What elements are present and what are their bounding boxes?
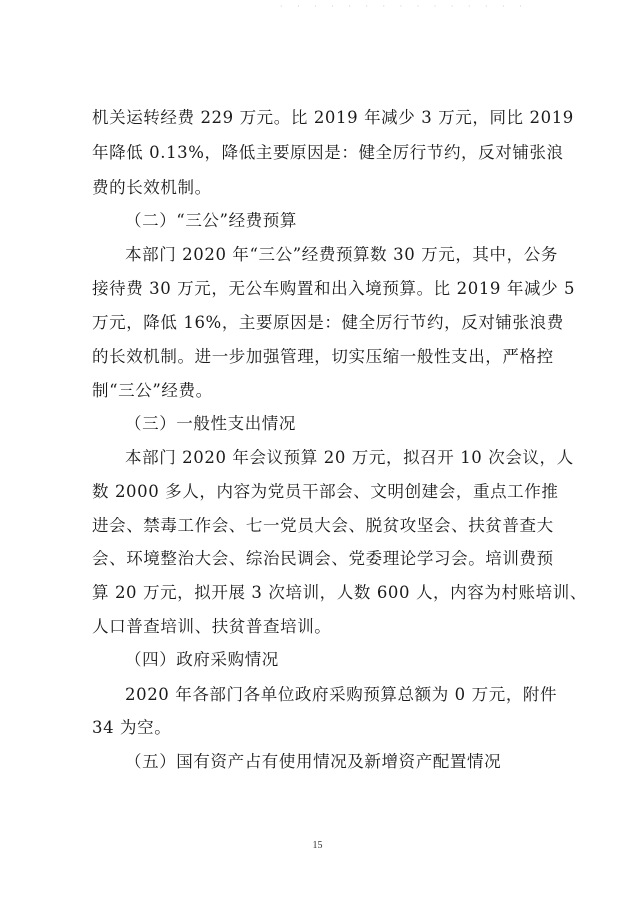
section-heading: （三）一般性支出情况 [125,414,296,433]
section-heading: （五）国有资产占有使用情况及新增资产配置情况 [125,752,502,771]
text-line: 本部门 2020 年会议预算 20 万元，拟召开 10 次会议，人 [125,448,574,467]
text-line: 机关运转经费 229 万元。比 2019 年减少 3 万元，同比 2019 [92,108,574,127]
text-line: 本部门 2020 年“三公”经费预算数 30 万元，其中，公务 [125,245,558,264]
text-line: 数 2000 多人，内容为党员干部会、文明创建会，重点工作推 [92,482,559,501]
text-line: 进会、禁毒工作会、七一党员大会、脱贫攻坚会、扶贫普查大 [92,516,554,535]
text-line: 接待费 30 万元，无公车购置和出入境预算。比 2019 年减少 5 [92,279,576,298]
text-line: 算 20 万元，拟开展 3 次培训，人数 600 人，内容为村账培训、 [92,583,587,602]
text-line: 人口普查培训、扶贫普查培训。 [92,617,332,636]
text-line: 的长效机制。进一步加强管理，切实压缩一般性支出，严格控 [92,347,554,366]
scan-artifact: · · · · · · · · · · · · · · · [280,2,528,11]
text-line: 2020 年各部门各单位政府采购预算总额为 0 万元，附件 [125,685,558,704]
page-number: 15 [312,840,323,851]
text-line: 年降低 0.13%，降低主要原因是：健全厉行节约，反对铺张浪 [92,143,564,162]
text-line: 费的长效机制。 [92,178,212,197]
text-line: 万元，降低 16%，主要原因是：健全厉行节约，反对铺张浪费 [92,313,564,332]
text-line: 会、环境整治大会、综治民调会、党委理论学习会。培训费预 [92,549,554,568]
text-line: 34 为空。 [92,718,172,737]
section-heading: （四）政府采购情况 [125,650,279,669]
section-heading: （二）“三公”经费预算 [125,211,297,230]
text-line: 制“三公”经费。 [92,381,213,400]
